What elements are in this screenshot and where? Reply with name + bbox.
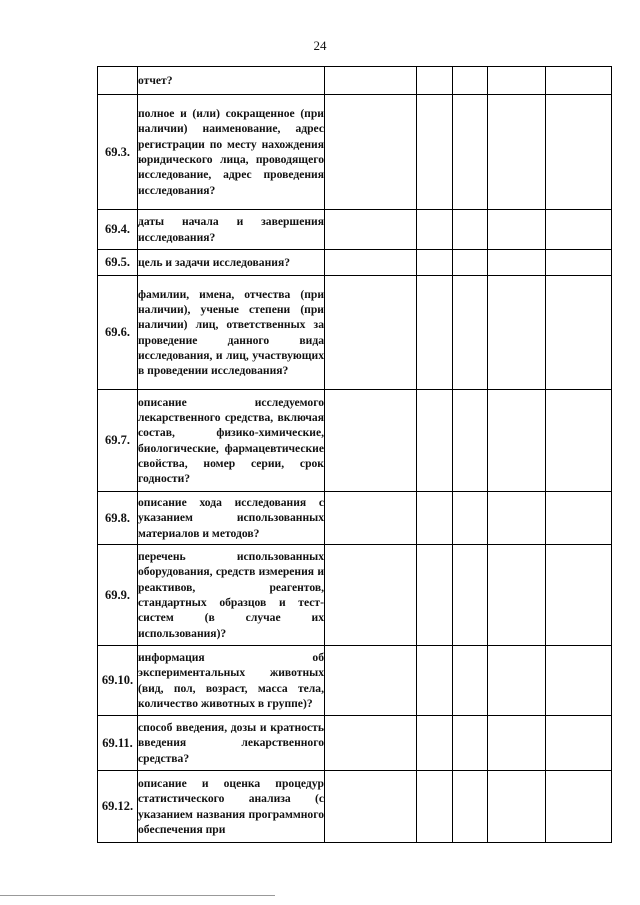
requirements-cell	[325, 95, 417, 210]
answer-yes-cell[interactable]	[417, 646, 453, 716]
row-number: 69.11.	[98, 716, 138, 771]
bottom-rule	[0, 895, 275, 896]
answer-no-cell[interactable]	[453, 250, 488, 276]
table-row	[98, 716, 612, 771]
page-number: 24	[313, 38, 327, 53]
row-number: 69.9.	[98, 545, 138, 646]
table-row	[98, 545, 612, 646]
question-text: даты начала и завершения исследования?	[138, 210, 325, 250]
note-cell[interactable]	[546, 771, 612, 843]
answer-na-cell[interactable]	[488, 771, 546, 843]
answer-yes-cell[interactable]	[417, 276, 453, 390]
answer-no-cell[interactable]	[453, 67, 488, 95]
answer-no-cell[interactable]	[453, 492, 488, 545]
answer-na-cell[interactable]	[488, 67, 546, 95]
requirements-cell	[325, 492, 417, 545]
requirements-cell	[325, 276, 417, 390]
answer-no-cell[interactable]	[453, 276, 488, 390]
answer-no-cell[interactable]	[453, 646, 488, 716]
answer-na-cell[interactable]	[488, 716, 546, 771]
answer-no-cell[interactable]	[453, 95, 488, 210]
answer-na-cell[interactable]	[488, 492, 546, 545]
question-text: полное и (или) сокращенное (при наличии) наименование, адрес регистрации по месту нахождения юридического лица, проводящего исследование, адрес проведения исследования?	[138, 95, 325, 210]
question-text: способ введения, дозы и кратность введения лекарственного средства?	[138, 716, 325, 771]
question-text: отчет?	[138, 67, 325, 95]
row-number: 69.4.	[98, 210, 138, 250]
answer-na-cell[interactable]	[488, 276, 546, 390]
table-row	[98, 250, 612, 276]
row-number: 69.8.	[98, 492, 138, 545]
note-cell[interactable]	[546, 492, 612, 545]
requirements-cell	[325, 545, 417, 646]
answer-yes-cell[interactable]	[417, 210, 453, 250]
answer-na-cell[interactable]	[488, 646, 546, 716]
table-row	[98, 771, 612, 843]
answer-yes-cell[interactable]	[417, 67, 453, 95]
question-text: цель и задачи исследования?	[138, 250, 325, 276]
note-cell[interactable]	[546, 716, 612, 771]
table-row	[98, 67, 612, 95]
answer-na-cell[interactable]	[488, 210, 546, 250]
note-cell[interactable]	[546, 95, 612, 210]
note-cell[interactable]	[546, 67, 612, 95]
answer-no-cell[interactable]	[453, 771, 488, 843]
row-number: 69.12.	[98, 771, 138, 843]
row-number: 69.5.	[98, 250, 138, 276]
question-text: перечень использованных оборудования, средств измерения и реактивов, реагентов, стандартных образцов и тест-систем (в случае их использования)?	[138, 545, 325, 646]
row-number: 69.10.	[98, 646, 138, 716]
answer-na-cell[interactable]	[488, 545, 546, 646]
answer-no-cell[interactable]	[453, 716, 488, 771]
table-row	[98, 276, 612, 390]
note-cell[interactable]	[546, 646, 612, 716]
requirements-cell	[325, 210, 417, 250]
row-number: 69.6.	[98, 276, 138, 390]
requirements-cell	[325, 716, 417, 771]
requirements-cell	[325, 390, 417, 492]
row-number: 69.3.	[98, 95, 138, 210]
answer-yes-cell[interactable]	[417, 716, 453, 771]
requirements-cell	[325, 646, 417, 716]
answer-na-cell[interactable]	[488, 95, 546, 210]
note-cell[interactable]	[546, 390, 612, 492]
note-cell[interactable]	[546, 210, 612, 250]
checklist-table	[97, 66, 612, 843]
answer-yes-cell[interactable]	[417, 390, 453, 492]
question-text: описание исследуемого лекарственного средства, включая состав, физико-химические, биологические, фармацевтические свойства, номер серии, срок годности?	[138, 390, 325, 492]
answer-na-cell[interactable]	[488, 390, 546, 492]
answer-yes-cell[interactable]	[417, 771, 453, 843]
answer-na-cell[interactable]	[488, 250, 546, 276]
answer-yes-cell[interactable]	[417, 250, 453, 276]
requirements-cell	[325, 771, 417, 843]
table-row	[98, 492, 612, 545]
question-text: описание и оценка процедур статистического анализа (с указанием названия программного обеспечения при	[138, 771, 325, 843]
table-row	[98, 210, 612, 250]
table-row	[98, 95, 612, 210]
note-cell[interactable]	[546, 276, 612, 390]
answer-no-cell[interactable]	[453, 210, 488, 250]
table-row	[98, 390, 612, 492]
answer-no-cell[interactable]	[453, 390, 488, 492]
answer-no-cell[interactable]	[453, 545, 488, 646]
row-number	[98, 67, 138, 95]
answer-yes-cell[interactable]	[417, 545, 453, 646]
question-text: фамилии, имена, отчества (при наличии), ученые степени (при наличии) лиц, ответственных за проведение данного вида исследования, и лиц, участвующих в проведении исследования?	[138, 276, 325, 390]
question-text: описание хода исследования с указанием использованных материалов и методов?	[138, 492, 325, 545]
note-cell[interactable]	[546, 545, 612, 646]
table-row	[98, 646, 612, 716]
note-cell[interactable]	[546, 250, 612, 276]
requirements-cell	[325, 67, 417, 95]
answer-yes-cell[interactable]	[417, 95, 453, 210]
question-text: информация об экспериментальных животных (вид, пол, возраст, масса тела, количество животных в группе)?	[138, 646, 325, 716]
answer-yes-cell[interactable]	[417, 492, 453, 545]
row-number: 69.7.	[98, 390, 138, 492]
requirements-cell	[325, 250, 417, 276]
